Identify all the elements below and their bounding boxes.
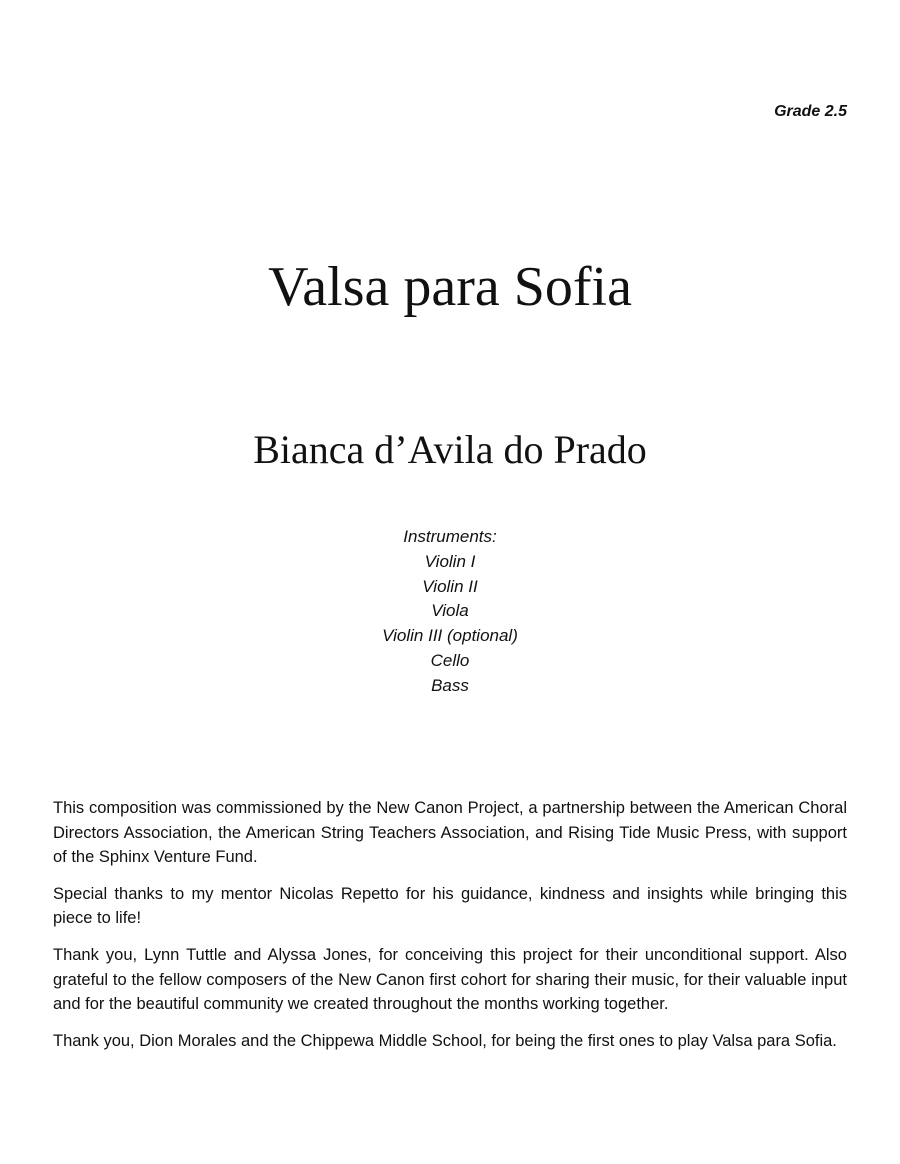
instrumentation-block [0,525,900,699]
grade-level: Grade 2.5 [774,103,847,120]
instrument-item: Violin II [422,576,478,596]
instrument-item: Bass [431,675,469,695]
instrument-item: Violin I [424,551,476,571]
instruments-heading: Instruments: [403,527,497,546]
instrument-item: Violin III (optional) [382,626,518,646]
instrument-item: Viola [431,601,469,621]
piece-title: Valsa para Sofia [268,256,632,318]
instrument-list [0,550,900,699]
thanks-mentor: Special thanks to my mentor Nicolas Repetto for his guidance, kindness and insights while bringing this piece to life! [53,884,847,928]
commission-note: This composition was commissioned by the New Canon Project, a partnership between the American Choral Directors Association, the American String Teachers Association, and Rising Tide Music Press, with support of the Sphinx Venture Fund. [53,799,847,867]
thanks-project: Thank you, Lynn Tuttle and Alyssa Jones, for conceiving this project for their unconditional support. Also grateful to the fellow composers of the New Canon first cohort for sharing their music, for their valuable input and for the beautiful community we created throughout the months working together. [53,945,847,1014]
instrument-item: Cello [430,650,470,670]
thanks-premiere: Thank you, Dion Morales and the Chippewa Middle School, for being the first ones to play Valsa para Sofia. [53,1031,837,1050]
composer-name: Bianca d’Avila do Prado [253,427,647,472]
acknowledgements [53,796,847,1065]
